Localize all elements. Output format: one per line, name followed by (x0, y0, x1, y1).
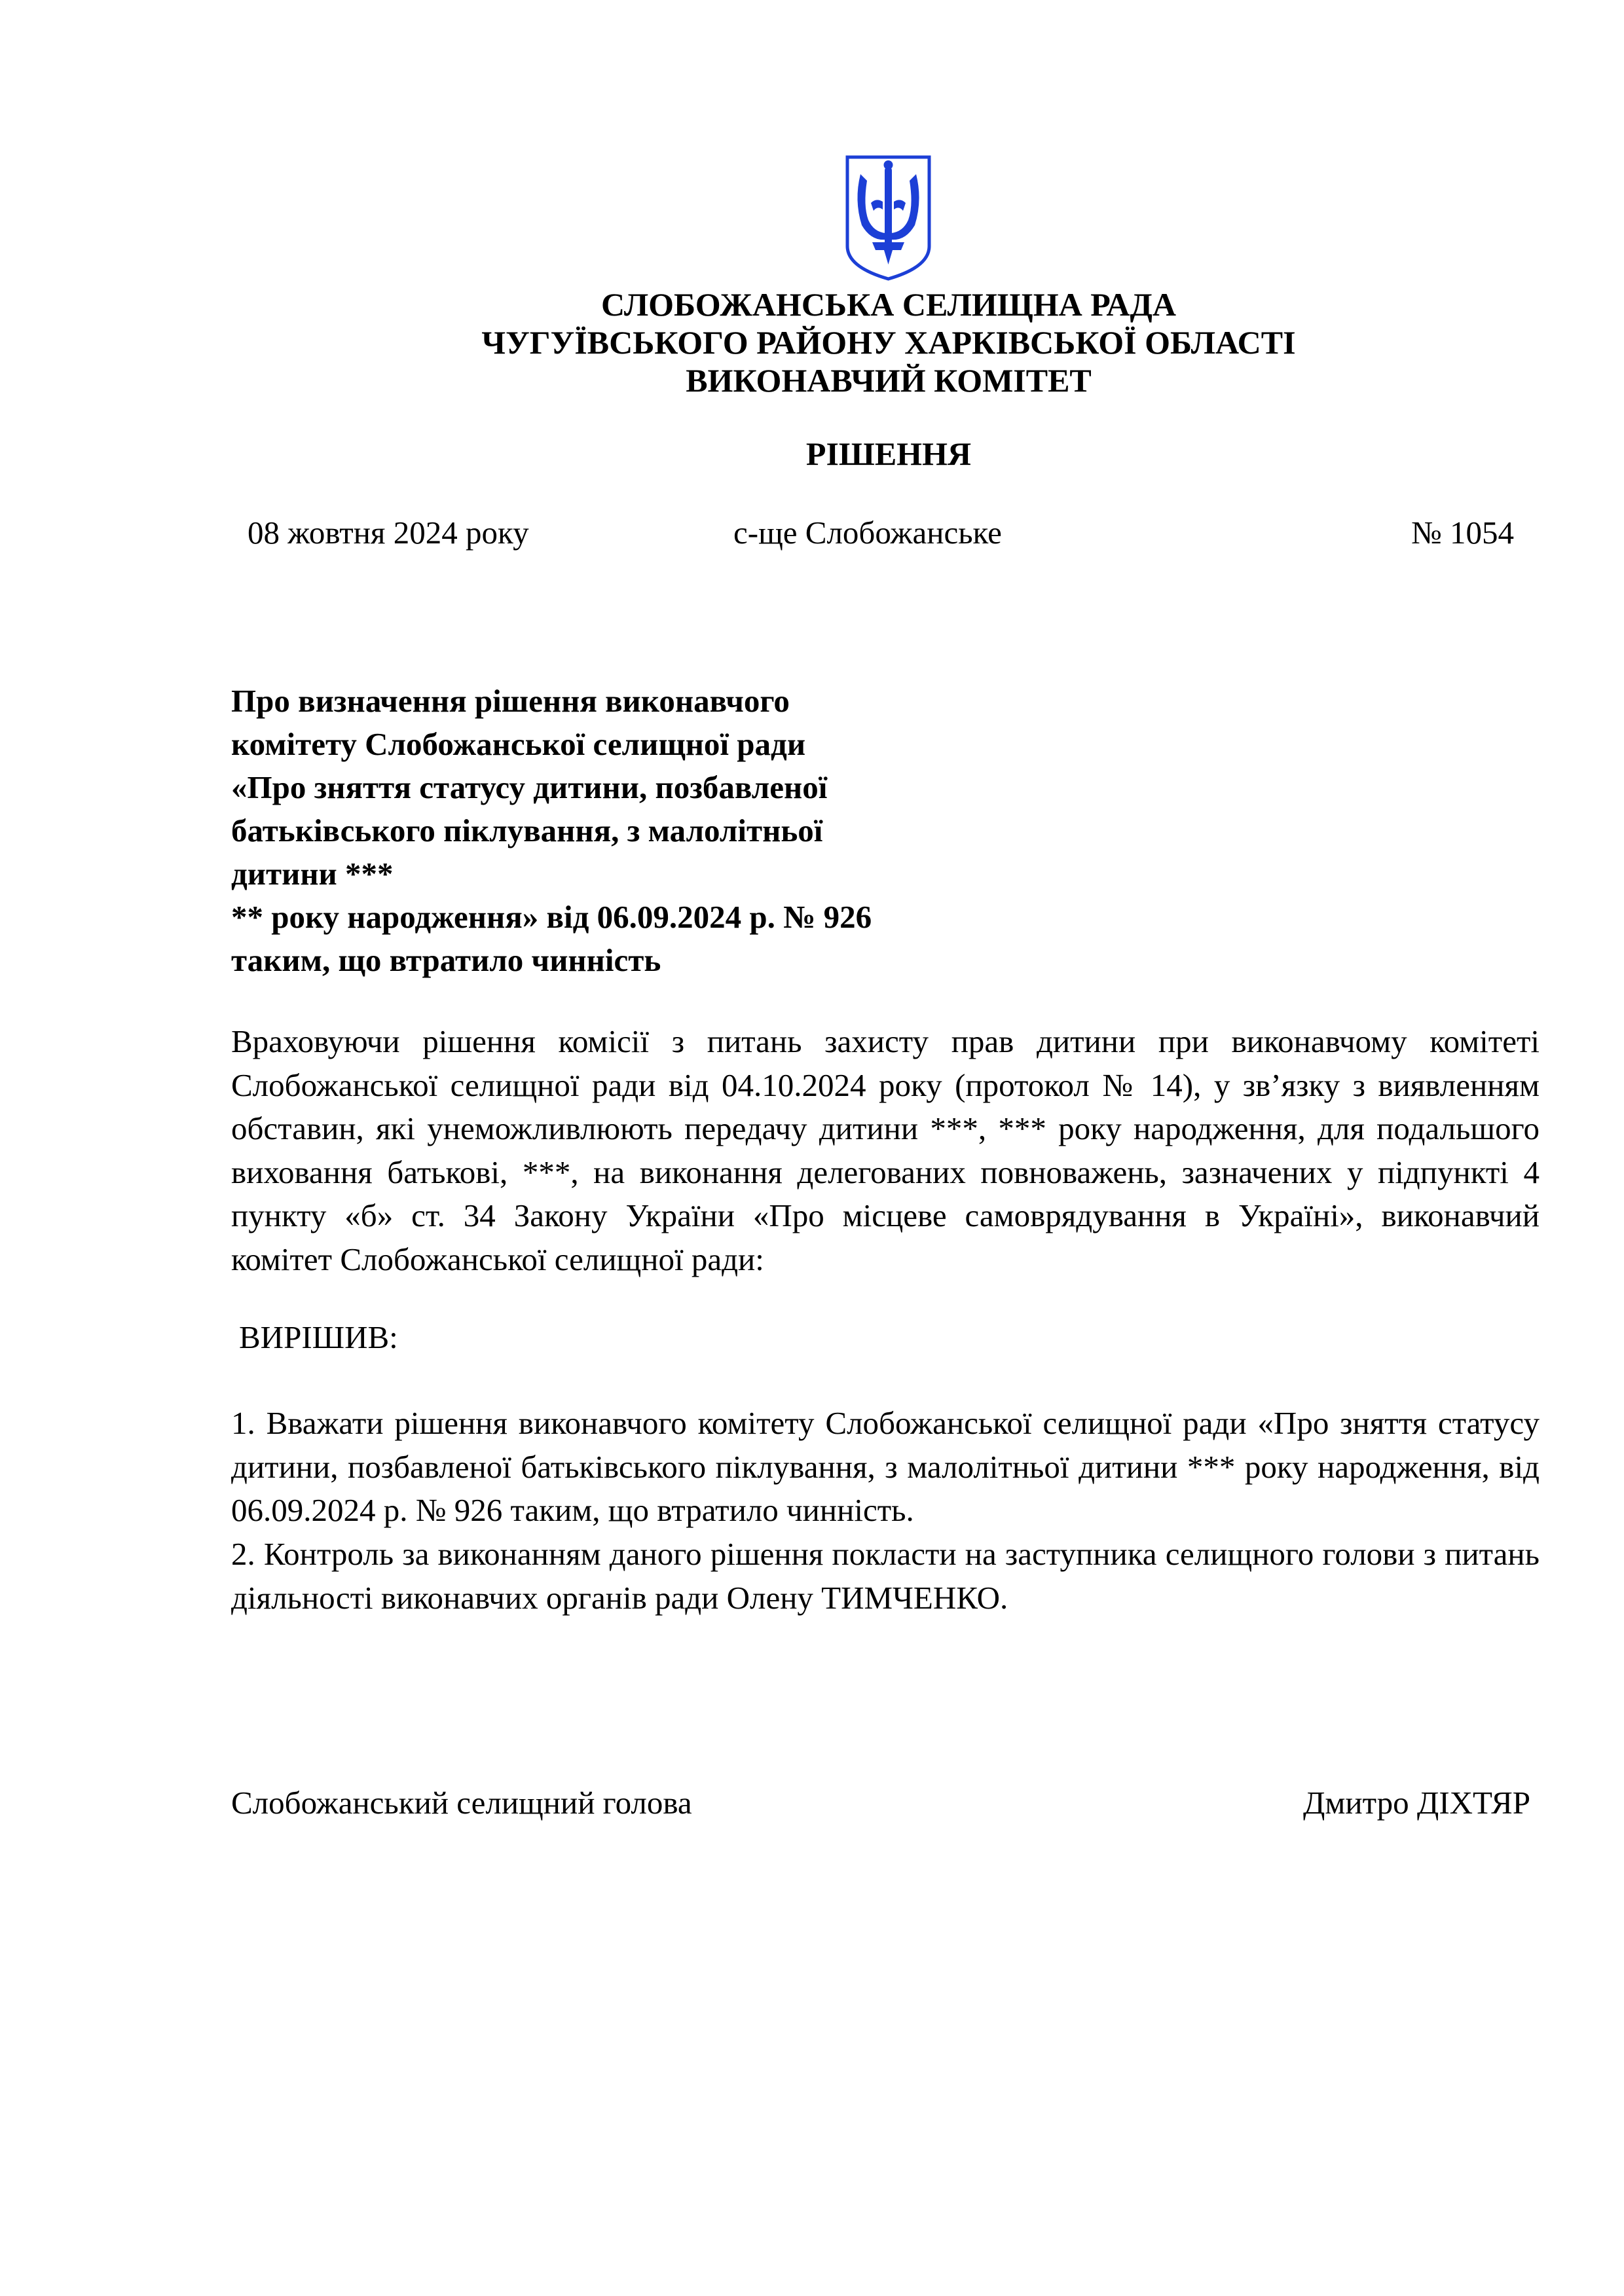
preamble-line: обставин, які унеможливлюють передачу дитини ***, *** року народження, для подальшого (231, 1110, 1540, 1146)
org-name-line-1: СЛОБОЖАНСЬКА СЕЛИЩНА РАДА (601, 286, 1176, 323)
signatory-position: Слобожанський селищний голова (231, 1785, 692, 1821)
decision-item-1 (231, 1402, 1540, 1533)
subject-line: ** року народження» від 06.09.2024 р. № 926 (231, 899, 872, 935)
subject-line: «Про зняття статусу дитини, позбавленої (231, 769, 828, 805)
preamble-line: Враховуючи рішення комісії з питань захисту прав дитини при виконавчому комітеті (231, 1023, 1540, 1059)
decision-item-line: 1. Вважати рішення виконавчого комітету Слобожанської селищної ради «Про зняття статусу (231, 1405, 1540, 1441)
preamble-line: виховання батькові, ***, на виконання делегованих повноважень, зазначених у підпункті 4 (231, 1154, 1540, 1190)
coat-of-arms-trident-icon (845, 155, 932, 282)
decision-item-line: 2. Контроль за виконанням даного рішення покласти на заступника селищного голови з питань (231, 1536, 1540, 1572)
subject-line: таким, що втратило чинність (231, 942, 661, 978)
signatory-name: Дмитро ДІХТЯР (1303, 1785, 1531, 1821)
subject-line: Про визначення рішення виконавчого (231, 683, 790, 719)
org-name-line-2: ЧУГУЇВСЬКОГО РАЙОНУ ХАРКІВСЬКОЇ ОБЛАСТІ (481, 324, 1296, 361)
resolved-heading: ВИРІШИВ: (239, 1319, 398, 1355)
document-place: с-ще Слобожанське (733, 515, 1002, 551)
document-type-title: РІШЕННЯ (805, 435, 972, 472)
decision-item-2 (231, 1533, 1540, 1620)
document-subject (231, 680, 951, 982)
subject-line: комітету Слобожанської селищної ради (231, 726, 806, 762)
subject-line: батьківського піклування, з малолітньої (231, 812, 823, 848)
document-date: 08 жовтня 2024 року (248, 515, 529, 551)
preamble-line: комітет Слобожанської селищної ради: (231, 1241, 764, 1277)
decision-item-line: діяльності виконавчих органів ради Олену ТИМЧЕНКО. (231, 1579, 1008, 1616)
org-name-line-3: ВИКОНАВЧИЙ КОМІТЕТ (686, 362, 1092, 399)
document-number: № 1054 (1411, 515, 1515, 551)
decision-item-line: 06.09.2024 р. № 926 таким, що втратило чинність. (231, 1492, 914, 1528)
preamble-paragraph (231, 1020, 1540, 1281)
preamble-line: Слобожанської селищної ради від 04.10.2024 року (протокол № 14), у зв’язку з виявленням (231, 1066, 1540, 1103)
decision-item-line: дитини, позбавленої батьківського піклування, з малолітньої дитини *** року народження, від (231, 1448, 1540, 1485)
subject-line: дитини *** (231, 856, 394, 892)
preamble-line: пункту «б» ст. 34 Закону України «Про місцеве самоврядування в Україні», виконавчий (231, 1197, 1540, 1233)
